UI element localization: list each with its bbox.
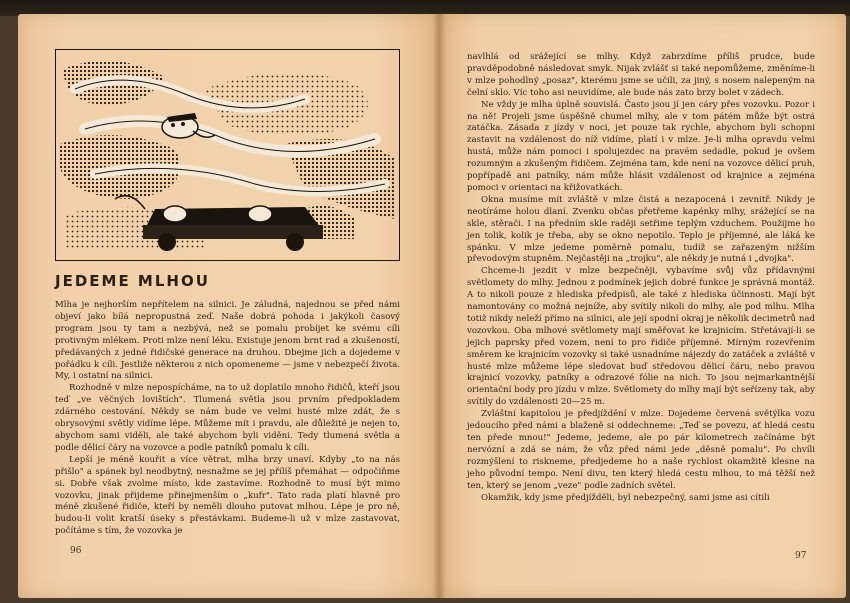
- paragraph: Lepší je méně kouřit a více větrat, mlha brzy unaví. Kdyby „to na nás přišlo" a spánek byl neodbytný, nesnažme se jej přílíš přemáhat — odpočiňme si. Dobře však zvolme místo, kde zastavíme. Rozhodně to musí být mimo vozovku, jinak přijdeme přinejmenším o „kufr". Tato rada platí hlavně pro méně zkušené řidiče, kteří by neměli dlouho putovat mlhou. Lépe je pro ně, budou-li volit kratší úseky s přestávkami. Budeme-li už v mlze zastavovat, počítáme s tím, že vozovka je: [55, 454, 400, 537]
- page-number-right: 97: [795, 551, 807, 561]
- fog-car-illustration: [55, 49, 400, 261]
- paragraph: Okamžik, kdy jsme předjížděli, byl nebezpečný, sami jsme asi cítili: [481, 492, 770, 503]
- paragraph: Rozhodně v mlze nepospícháme, na to už doplatilo mnoho řidičů, kteří jsou teď „ve věčných lovištích". Tlumená světla jsou prvním předpokladem zdárného cestování. Někdy se nám bude ve velmi husté mlze zdát, že s obrysovými světly vidíme lépe. Můžeme mít i pravdu, ale důležité je nejen to, abychom sami viděli, ale také abychom byli viděni. Tedy tlumená světla a podle dělicí čáry na vozovce a podle patníků pomalu k cíli.: [55, 383, 400, 453]
- paragraph: Zvláštní kapitolou je předjíždění v mlze. Dojedeme červená světýlka vozu jedoucího před námi a blaženě si oddechneme: „Teď se povezu, ať hledá cestu ten přede mnou!" Jedeme, jedeme, ale po pár kilometrech začínáme být nervózní a zdá se nám, že vůz před námi jede „děsně pomalu". Po chvíli rozmýšlení to riskneme, předjedeme ho a naše rychlost okamžitě klesne na jeho původní tempo. Není divu, ten který hledá cestu mlhou, to má těžší než ten, který se jenom „veze" podle zadních světel.: [467, 409, 815, 491]
- paragraph: Chceme-li jezdit v mlze bezpečněji, vybavíme svůj vůz přídavnými světlomety do mlhy. Jednou z podmínek jejich dobré funkce je správná montáž. A to nikoli pouze z hlediska předpisů, ale také z hlediska účinnosti. Mají být namontovány co možná nejníže, aby svítily nikoli do mlhy, ale pod mlhu. Mlha totiž nikdy neleží přímo na silnici, ale její spodní okraj je několik decimetrů nad vozovkou. Oba mlhové světlomety mají směřovat ke krajnicím. Střetávají-li se jejich paprsky před vozem, není to pro řidiče příjemné. Mírným rozevřením směrem ke krajnicím vozovky si také usnadníme nájezdy do zatáček a zvláště v husté mlze můžeme lépe sledovat buď středovou dělicí čáru, nebo pravou krajnicí vozovky, patníky a odrazové fólie na nich. To jsou nejmarkantnější orientační body pro jízdu v mlze. Světlomety do mlhy mají být seřízeny tak, aby svítily do vzdálenosti 20—25 m.: [467, 266, 815, 408]
- chapter-heading: JEDEME MLHOU: [55, 272, 210, 290]
- paragraph: Okna musíme mít zvláště v mlze čistá a nezapocená i zevnitř. Nikdy je neotíráme holou dlaní. Zvenku občas přetřeme kapénky mlhy, srážející se na skle, stěrači. I na předním skle raději setřime teplým vzduchem. Použijme ho jen tolik, kolik je třeba, aby se okno nepotilo. Teplo je příjemné, ale láká ke spánku. V mlze jedeme poměrně pomalu, tudíž se zařazeným nižším převodovým stupněm. Nejčastěji na „trojku", ale někdy je nutná i „dvojka".: [467, 194, 815, 265]
- left-page-text: [55, 300, 400, 538]
- paragraph: Mlha je nejhorším nepřítelem na silnici. Je záludná, najednou se před námi objeví jako bílá nepropustná zeď. Naše dobrá pohoda i jakýkoli časový program jsou ty tam a nezbývá, než se pomalu probíjet ke svému cíli protivným mlékem. Proti mlze není léku. Existuje jenom brnt rad a zkušeností, předávaných z jedné řidičské generace na druhou. Dbejme jich a dojedeme v pořádku k cíli. Jestliže některou z nich opomeneme — jsme v nebezpečí života. My, i ostatní na silnici.: [55, 300, 400, 382]
- paragraph: navlhlá od srážející se mlhy. Když zabrzdíme příliš prudce, bude pravděpodobně následovat smyk. Nijak zvlášť si také nepomůžeme, změníme-li v mlze pohodlný „posaz", kterému jsme se učili, za jiný, s nosem nalepeným na čelní sklo. Víc toho asi neuvidíme, ale bude nás zato brzy bolet v zádech.: [467, 52, 815, 98]
- paragraph: Ne vždy je mlha úplně souvislá. Často jsou jí jen cáry přes vozovku. Pozor i na ně! Projeli jsme úspěšně chumel mlhy, ale v tom pátém může být ostrá zatáčka. Zásada z jízdy v noci, jet pouze tak rychle, abychom byli schopni zastavit na vzdálenost do níž vidíme, platí i v mlze. Je-li mlha opravdu velmi hustá, může nám pomoci i spolujezdec na pravém sedadle, pokud je ovšem rozumným a zkušeným řidičem. Zejména tam, kde není na vozovce dělicí pruh, popřípadě ani patníky, nám může hlásit vzdálenost od krajnice a zejména pomoci v orientaci na křižovatkách.: [467, 99, 815, 193]
- right-page-text: [467, 52, 815, 504]
- book-gutter: [432, 14, 446, 598]
- page-number-left: 96: [70, 546, 82, 556]
